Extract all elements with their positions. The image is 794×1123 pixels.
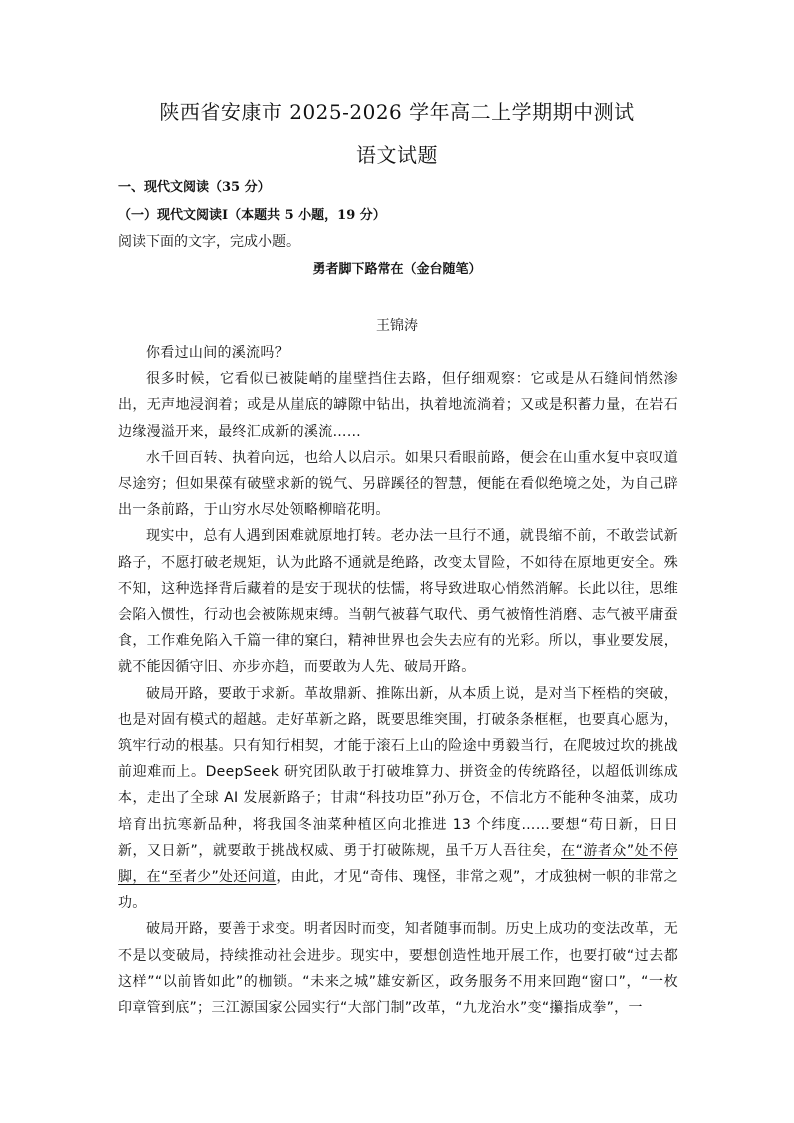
- essay-paragraph: [118, 681, 678, 917]
- section-subheading: （一）现代文阅读Ⅰ（本题共 5 小题，19 分）: [118, 208, 386, 223]
- essay-paragraph: 现实中，总有人遇到困难就原地打转。老办法一旦行不通，就畏缩不前，不敢尝试新路子，不愿打破老规矩，认为此路不通就是绝路，改变太冒险，不如待在原地更安全。殊不知，这种选择背后藏着的是安于现状的怯懦，将导致进取心悄然消解。长此以往，思维会陷入惯性，行动也会被陈规束缚。当朝气被暮气取代、勇气被惰性消磨、志气被平庸蚕食，工作难免陷入千篇一律的窠臼，精神世界也会失去应有的光彩。所以，事业要发展，就不能因循守旧、亦步亦趋，而要敢为人先、破局开路。: [118, 528, 678, 676]
- reading-instruction: 阅读下面的文字，完成小题。: [118, 234, 300, 250]
- section-heading: 一、现代文阅读（35 分）: [118, 180, 271, 195]
- essay-author: 王锦涛: [376, 318, 418, 334]
- underlined-sentence: 在“游者众”处不停脚，在“至者少”处还问道: [118, 842, 678, 886]
- essay-paragraph: 破局开路，要善于求变。明者因时而变，知者随事而制。历史上成功的变法改革，无不是以变破局，持续推动社会进步。现实中，要想创造性地开展工作，也要打破“过去都这样”“以前皆如此”的枷锁。“未来之城”雄安新区，政务服务不用来回跑“窗口”，“一枚印章管到底”；三江源国家公园实行“大部门制”改革，“九龙治水”变“攥指成拳”，一: [118, 921, 678, 1017]
- exam-title: 陕西省安康市 2025-2026 学年高二上学期期中测试: [159, 100, 635, 124]
- essay-paragraph: 你看过山间的溪流吗？: [146, 345, 289, 361]
- paragraph-text: 破局开路，要敢于求新。革故鼎新、推陈出新，从本质上说，是对当下桎梏的突破，也是对固有模式的超越。走好革新之路，既要思维突围，打破条条框框，也要真心愿为，筑牢行动的根基。只有知行相契，才能于滚石上山的险途中勇毅当行，在爬坡过坎的挑战前迎难而上。DeepSeek 研究团队敢于打破堆算力、拼资金的传统路径，以超低训练成本，走出了全球 AI 发展新路子；甘肃“科技功臣”孙万仓，不信北方不能种冬油菜，成功培育出抗寒新品种，将我国冬油菜种植区向北推进 13 个纬度……要想“苟日新，日日新，又日新”，就要敢于挑战权威、勇于打破陈规，虽千万人吾往矣，: [118, 685, 678, 859]
- paragraph-text: ，由此，才见“奇伟、瑰怪，非常之观”，才成独树一帜的非常之功。: [118, 869, 678, 912]
- essay-body: [118, 340, 678, 1021]
- exam-subtitle: 语文试题: [356, 143, 438, 167]
- essay-title: 勇者脚下路常在（金台随笔）: [312, 262, 482, 277]
- essay-paragraph: 水千回百转、执着向远，也给人以启示。如果只看眼前路，便会在山重水复中哀叹道尽途穷；但如果葆有破壁求新的锐气、另辟蹊径的智慧，便能在看似绝境之处，为自己辟出一条前路，于山穷水尽处领略柳暗花明。: [118, 449, 678, 519]
- essay-paragraph: 很多时候，它看似已被陡峭的崖壁挡住去路，但仔细观察：它或是从石缝间悄然渗出，无声地浸润着；或是从崖底的罅隙中钻出，执着地流淌着；又或是积蓄力量，在岩石边缘漫溢开来，最终汇成新的溪流……: [118, 371, 678, 440]
